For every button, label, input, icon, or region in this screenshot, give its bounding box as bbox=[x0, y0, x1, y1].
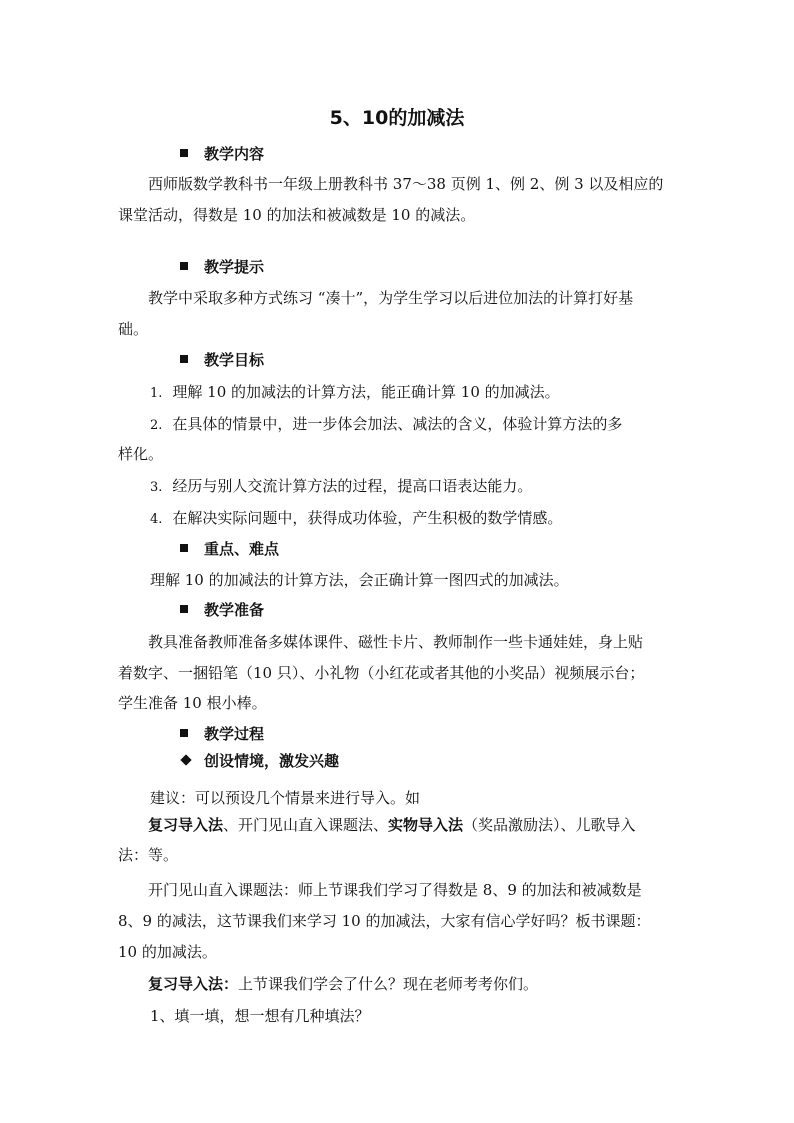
square-bullet-icon bbox=[180, 149, 188, 157]
paragraph-line: 1、填一填，想一想有几种填法？ bbox=[150, 1007, 370, 1025]
paragraph-line: 教具准备教师准备多媒体课件、磁性卡片、教师制作一些卡通娃娃，身上贴 bbox=[148, 633, 644, 651]
methods-line: 复习导入法、开门见山直入课题法、实物导入法（奖品激励法）、儿歌导入 bbox=[148, 816, 636, 834]
paragraph-line: 学生准备 10 根小棒。 bbox=[118, 694, 267, 712]
paragraph-line: 教学中采取多种方式练习 “凑十”，为学生学习以后进位加法的计算打好基 bbox=[148, 289, 634, 307]
paragraph-line: 建议：可以预设几个情景来进行导入。如 bbox=[150, 789, 421, 807]
section-heading-prep: 教学准备 bbox=[180, 600, 264, 620]
square-bullet-icon bbox=[180, 605, 188, 613]
section-heading-key: 重点、难点 bbox=[180, 539, 279, 559]
paragraph-line: 课堂活动，得数是 10 的加法和被减数是 10 的减法。 bbox=[118, 206, 476, 224]
section-heading-process: 教学过程 bbox=[180, 724, 264, 744]
paragraph-line: 础。 bbox=[118, 320, 149, 338]
section-heading-hint: 教学提示 bbox=[180, 257, 264, 277]
page-title: 5、10的加减法 bbox=[329, 107, 465, 129]
subsection-heading: 创设情境，激发兴趣 bbox=[180, 751, 339, 771]
paragraph-line: 法：等。 bbox=[118, 846, 179, 864]
paragraph-line: 西师版数学教科书一年级上册教科书 37～38 页例 1、例 2、例 3 以及相应的 bbox=[148, 175, 664, 193]
paragraph-line: 10 的加减法。 bbox=[118, 943, 217, 961]
section-heading-content: 教学内容 bbox=[180, 144, 264, 164]
goal-item: 2. 在具体的情景中，进一步体会加法、减法的含义，体验计算方法的多 bbox=[150, 415, 623, 433]
section-heading-goals: 教学目标 bbox=[180, 350, 264, 370]
square-bullet-icon bbox=[180, 355, 188, 363]
square-bullet-icon bbox=[180, 262, 188, 270]
paragraph-line: 着数字、一捆铅笔（10 只）、小礼物（小红花或者其他的小奖品）视频展示台； bbox=[118, 664, 645, 682]
square-bullet-icon bbox=[180, 544, 188, 552]
square-bullet-icon bbox=[180, 729, 188, 737]
goal-item: 3. 经历与别人交流计算方法的过程，提高口语表达能力。 bbox=[150, 477, 533, 495]
goal-item-continuation: 样化。 bbox=[118, 445, 164, 463]
goal-item: 1. 理解 10 的加减法的计算方法，能正确计算 10 的加减法。 bbox=[150, 383, 560, 401]
paragraph-line: 理解 10 的加减法的计算方法，会正确计算一图四式的加减法。 bbox=[150, 571, 569, 589]
paragraph-line: 开门见山直入课题法：师上节课我们学习了得数是 8、9 的加法和被减数是 bbox=[148, 881, 642, 899]
diamond-bullet-icon bbox=[180, 754, 191, 765]
paragraph-line: 8、9 的减法，这节课我们来学习 10 的加减法，大家有信心学好吗？板书课题： bbox=[118, 912, 651, 930]
goal-item: 4. 在解决实际问题中，获得成功体验，产生积极的数学情感。 bbox=[150, 509, 563, 527]
review-line: 复习导入法：上节课我们学会了什么？现在老师考考你们。 bbox=[148, 975, 539, 993]
